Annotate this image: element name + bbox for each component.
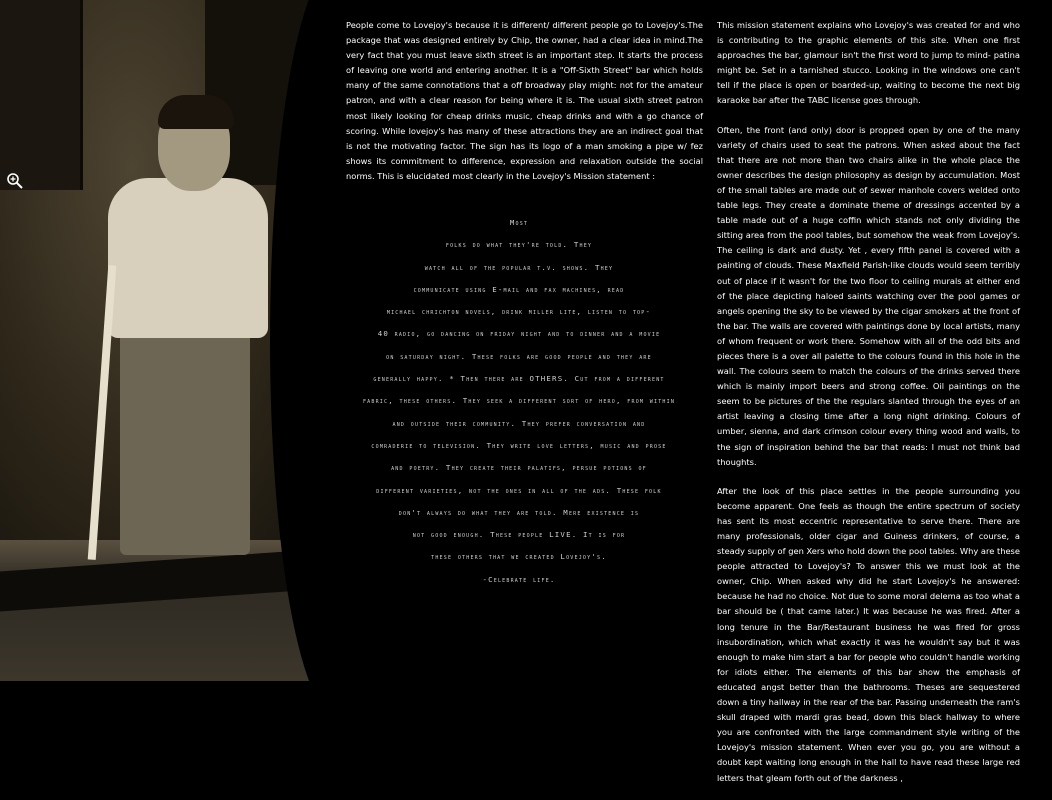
paragraph-decor: Often, the front (and only) door is propped open by one of the many variety of chairs used to seat the patrons. When asked about the fact that there are not more than two chairs alike in the whole place the owner describes the design philosophy as design by accumulation. Most of the small tables are made out of sewer manhole covers welded onto table legs. They create a dominate theme of dressings accented by a table made out of a huge coffin which stands not only dividing the sitting area from the pool tables, but somehow the weak from Lovejoy's. The ceiling is dark and dusty. Yet , every fifth panel is covered with a painting of clouds. These Maxfield Parish-like clouds would seem terribly out of place if it wasn't for the two floor to ceiling murals at either end of the place depicting haloed saints watching over the pool games or angels opening the sky to be viewed by the cigar smokers at the front of the bar. The walls are covered with paintings done by local artists, many of whom frequent or work there. Somehow with all of the odd bits and pieces there is a over all palette to the colours found in this hole in the wall. The colours seem to match the colours of the drinks served there which is mainly import beers and strong coffee. Oil paintings on the seem to be pictures of the the regulars slanted through the eyes of an artist leaving a closing time after a long night drinking. Colours of umber, sienna, and dark crimson colour every thing wood and walls, to the sign of inspiration behind the bar that reads: I must not think bad thoughts. — [717, 124, 1020, 467]
quote-line: and poetry. They create their palatifs, persue potions of — [391, 463, 647, 473]
quote-line: not good enough. These people LIVE. It is for — [412, 530, 626, 540]
quote-line: 40 radio, go dancing on friday night and to dinner and a movie — [377, 329, 661, 339]
quote-line: generally happy. * Then there are OTHERS. Cut from a different — [373, 374, 665, 384]
quote-line: and outside their community. They prefer conversation and — [392, 418, 646, 428]
quote-line: different varieties, not the ones in all of the ads. These folk — [376, 485, 662, 495]
quote-line: comraderie to television. They write love letters, music and prose — [371, 440, 667, 450]
paragraph-patrons: After the look of this place settles in the people surrounding you become apparent. One feels as though the entire spectrum of society has sent its most eccentric representative to serve there. There are many professionals, older cigar and Guiness drinkers, of course, a steady supply of gen Xers who hold down the pool tables. Why are these people attracted to Lovejoy's? To answer this we must look at the owner, Chip. When asked why did he start Lovejoy's he answered: because he had no choice. Not due to some moral delema as too what a bar should be ( that came later.) It was because he was fired. After a long tenure in the Bar/Restaurant business he was fired for gross insubordination, which what exactly it was he wouldn't say but it was enough to make him start a bar for people who couldn't handle working for idiots either. The elements of this bar show the emphasis of educated angst better than the bathrooms. Theses are sequestered down a tiny hallway in the rear of the bar. Passing underneath the ram's skull draped with mardi gras bead, down this black hallway to where you are confronted with the large commandment style writing of the Lovejoy's mission statement. When ever you go, you are without a doubt kept waiting long enough in the hall to have read these large red letters that gleam forth out of the darkness , — [717, 485, 1020, 783]
intro-paragraph: People come to Lovejoy's because it is different/ different people go to Lovejoy's.The package that was designed entirely by Chip, the owner, had a clear idea in mind.The very fact that you must leave sixth street is an important step. It starts the process of leaving one world and entering another. It is a "Off-Sixth Street" bar which holds many of the same connotations that a off broadway play might: not for the amateur patron, and with a clear reason for being where it is. The usual sixth street patron most likely looking for cheap drinks music, cheap drinks and with a go chance of scoring. While lovejoy's has many of these attractions they are an indirect goal that is not the motivating factor. The sign has its logo of a man smoking a pipe w/ fez shows its commitment to difference, expression and relaxation outside the social norms. This is elucidated most clearly in the Lovejoy's Mission statement : — [346, 20, 703, 181]
quote-line: michael chrichton novels, drink miller lite, listen to top- — [386, 307, 652, 317]
quote-line: on saturday night. These folks are good people and they are — [386, 351, 652, 361]
right-text-column — [717, 18, 1020, 800]
photo-man-hair — [158, 95, 234, 129]
quote-line: watch all of the popular t.v. shows. They — [424, 262, 614, 272]
quote-line: don't always do what they are told. Mere existence is — [398, 507, 640, 517]
quote-line: folks do what they're told. They — [445, 240, 593, 250]
quote-line: Most — [509, 218, 529, 227]
photo-man-shirt — [108, 178, 268, 338]
quote-line: fabric, these others. They seek a different sort of hero, from within — [362, 396, 676, 406]
quote-line: -Celebrate life. — [482, 574, 556, 584]
quote-line: these others that we created Lovejoy's. — [431, 552, 607, 562]
photo-wall-frame — [0, 0, 83, 190]
left-text-column — [346, 18, 703, 198]
quote-line: communicate using E-mail and fax machines, read — [413, 284, 625, 294]
mission-statement-quote — [330, 212, 708, 591]
zoom-in-icon[interactable] — [6, 172, 24, 190]
bartender-photo — [0, 0, 330, 681]
paragraph-mission-explained: This mission statement explains who Lovejoy's was created for and who is contributing to the graphic elements of this site. When one first approaches the bar, glamour isn't the first word to jump to mind- patina might be. Set in a tarnished stucco. Looking in the windows one can't tell if the place is open or boarded-up, waiting to become the next big karaoke bar after the TABC license goes through. — [717, 20, 1020, 106]
